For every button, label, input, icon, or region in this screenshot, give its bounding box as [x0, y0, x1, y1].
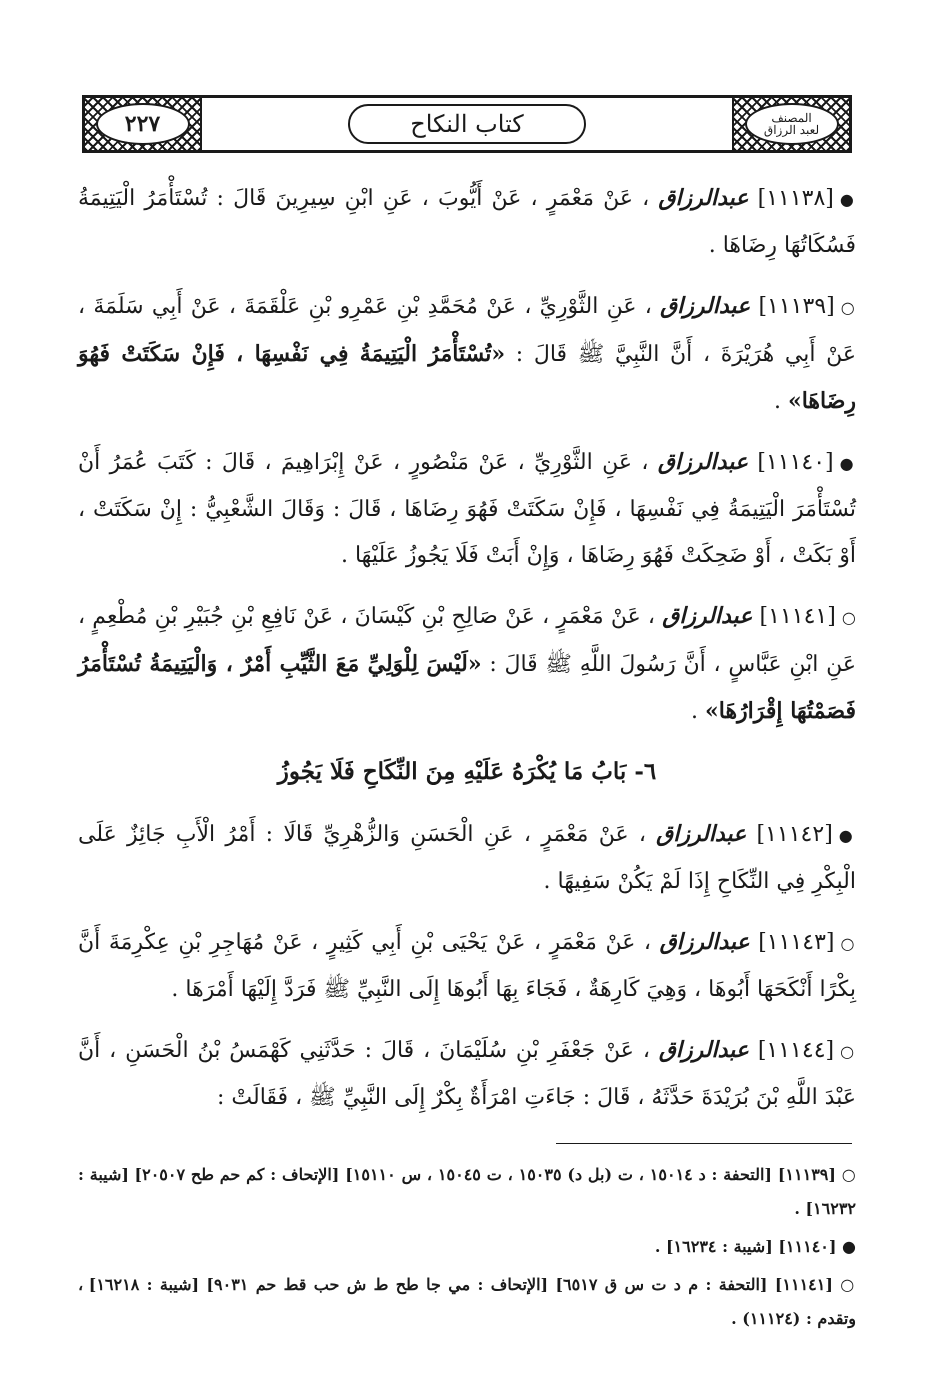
entry-tail: . [690, 699, 705, 724]
entry-author: عبدالرزاق [658, 1037, 749, 1063]
entry-number: [١١١٣٩] [758, 294, 835, 319]
header-ornament-right [734, 98, 849, 150]
entry-text: ، عَنْ مَعْمَرٍ ، عَنْ يَحْيَى بْنِ أَبِي كَثِيرٍ ، عَنْ مُهَاجِرِ بْنِ عِكْرِمَةَ أَنَّ بِكْرًا أَنْكَحَهَا أَبُوهَا ، وَهِيَ كَارِهَةٌ ، فَجَاءَ بِهَا أَبُوهَا إِلَى النَّبِيِّ ﷺ فَرَدَّ إِلَيْهَا أَمْرَهَا . [78, 930, 856, 1002]
main-text [78, 175, 856, 1135]
header-title-area [200, 98, 734, 150]
entry-number: [١١١٤٤] [757, 1038, 835, 1063]
section-title: ٦- بَابُ مَا يُكْرَهُ عَلَيْهِ مِنَ النِّكَاحِ فَلَا يَجُوزُ [277, 758, 657, 785]
entry-text: ، عَنِ الثَّوْرِيِّ ، عَنْ مَنْصُورٍ ، عَنْ إِبْرَاهِيمَ ، قَالَ : كَتَبَ عُمَرُ أَنْ تُسْتَأْمَرَ الْيَتِيمَةُ فِي نَفْسِهَا ، فَإِنْ سَكَتَتْ فَهُوَ رِضَاهَا ، قَالَ : وَقَالَ الشَّعْبِيُّ : إِنْ سَكَتَتْ ، أَوْ بَكَتْ ، أَوْ ضَحِكَتْ فَهُوَ رِضَاهَا ، وَإِنْ أَبَتْ فَلَا يَجُوزُ عَلَيْهَا . [78, 450, 856, 568]
footnote: ○ [١١١٤١] [التحفة : م د ت س ق ٦٥١٧] [الإتحاف : مي جا طح ط ش حب قط حم ٩٠٣١] [شيبة : ١٦٢١٨] ، وتقدم : (١١١٢٤) . [78, 1275, 857, 1328]
hadith-entry [78, 283, 856, 425]
entry-marker: ○ [840, 934, 857, 953]
footnote: ○ [١١١٣٩] [التحفة : د ١٥٠١٤ ، ت (بل د) ١٥٠٣٥ ، ت ١٥٠٤٥ ، س ١٥١١٠] [الإتحاف : كم حم طح ٢٠٥٠٧] [شيبة : ١٦٢٣٢] . [78, 1165, 856, 1218]
header-ornament-left [85, 98, 200, 150]
entry-text: ، عَنْ مَعْمَرٍ ، عَنْ أَيُّوبَ ، عَنِ ابْنِ سِيرِينَ قَالَ : تُسْتَأْمَرُ الْيَتِيمَةُ فَسُكَاتُهَا رِضَاهَا . [78, 186, 856, 258]
entry-text: ، عَنْ مَعْمَرٍ ، عَنْ صَالِحِ بْنِ كَيْسَانَ ، عَنْ نَافِعِ بْنِ جُبَيْرِ بْنِ مُطْعِمٍ ، عَنِ ابْنِ عَبَّاسٍ ، أَنَّ رَسُولَ اللَّهِ ﷺ قَالَ : [78, 604, 857, 677]
entry-marker: ● [839, 190, 856, 209]
entry-marker: ○ [840, 1042, 856, 1061]
entry-text: ، عَنْ مَعْمَرٍ ، عَنِ الْحَسَنِ وَالزُّهْرِيِّ قَالَا : أَمْرُ الْأَبِ جَائِزٌ عَلَى الْبِكْرِ فِي النِّكَاحِ إِذَا لَمْ يَكُنْ سَفِيهًا . [78, 822, 856, 894]
hadith-entry [78, 919, 856, 1013]
entry-number: [١١١٤١] [759, 604, 836, 629]
entry-quote: «تُسْتَأْمَرُ الْيَتِيمَةُ فِي نَفْسِهَا ، فَإِنْ سَكَتَتْ فَهُوَ رِضَاهَا» [78, 341, 856, 414]
entry-number: [١١١٤٣] [758, 930, 835, 955]
entry-marker: ○ [840, 298, 856, 317]
footnote: ● [١١١٤٠] [شيبة : ١٦٢٣٤] . [654, 1237, 856, 1256]
page-number-cartouche [96, 103, 190, 145]
entry-author: عبدالرزاق [659, 929, 750, 955]
entry-author: عبدالرزاق [656, 821, 747, 847]
cartouche-line-1: المصنف [771, 111, 812, 125]
entry-marker: ○ [841, 608, 857, 627]
footnote-divider [556, 1143, 852, 1144]
book-title: كتاب النكاح [348, 104, 585, 144]
book-cartouche [745, 103, 839, 145]
entry-marker: ● [838, 826, 856, 845]
entry-author: عبدالرزاق [657, 449, 748, 475]
page-number: ٢٢٧ [124, 111, 161, 137]
entry-text: ، عَنِ الثَّوْرِيِّ ، عَنْ مُحَمَّدِ بْنِ عَمْرِو بْنِ عَلْقَمَةَ ، عَنْ أَبِي سَلَمَةَ ، عَنْ أَبِي هُرَيْرَةَ ، أَنَّ النَّبِيَّ ﷺ قَالَ : [78, 294, 856, 367]
footnotes [78, 1158, 856, 1340]
entry-number: [١١١٤٢] [756, 822, 833, 847]
entry-author: عبدالرزاق [658, 185, 749, 211]
entry-number: [١١١٣٨] [757, 186, 834, 211]
hadith-entry [78, 593, 856, 735]
hadith-entry [78, 439, 856, 579]
hadith-entry [78, 175, 856, 269]
entry-author: عبدالرزاق [662, 603, 753, 629]
entry-tail: . [773, 389, 788, 414]
cartouche-line-2: لعبد الرزاق [763, 123, 820, 137]
entry-text: ، عَنْ جَعْفَرِ بْنِ سُلَيْمَانَ ، قَالَ : حَدَّثَنِي كَهْمَسُ بْنُ الْحَسَنِ ، أَنَّ عَبْدَ اللَّهِ بْنَ بُرَيْدَةَ حَدَّثَهُ ، قَالَ : جَاءَتِ امْرَأَةٌ بِكْرٌ إِلَى النَّبِيِّ ﷺ ، فَقَالَتْ : [78, 1038, 856, 1110]
page-header [82, 95, 852, 153]
hadith-entry [78, 811, 856, 905]
entry-author: عبدالرزاق [660, 293, 751, 319]
entry-marker: ● [839, 454, 856, 473]
hadith-entry [78, 1027, 856, 1121]
cartouche-text [764, 112, 819, 136]
entry-quote: «لَيْسَ لِلْوَلِيِّ مَعَ الثَّيِّبِ أَمْرٌ ، وَالْيَتِيمَةُ تُسْتَأْمَرُ فَصَمْتُهَا إِقْرَارُهَا» [78, 651, 856, 724]
entry-number: [١١١٤٠] [757, 450, 834, 475]
